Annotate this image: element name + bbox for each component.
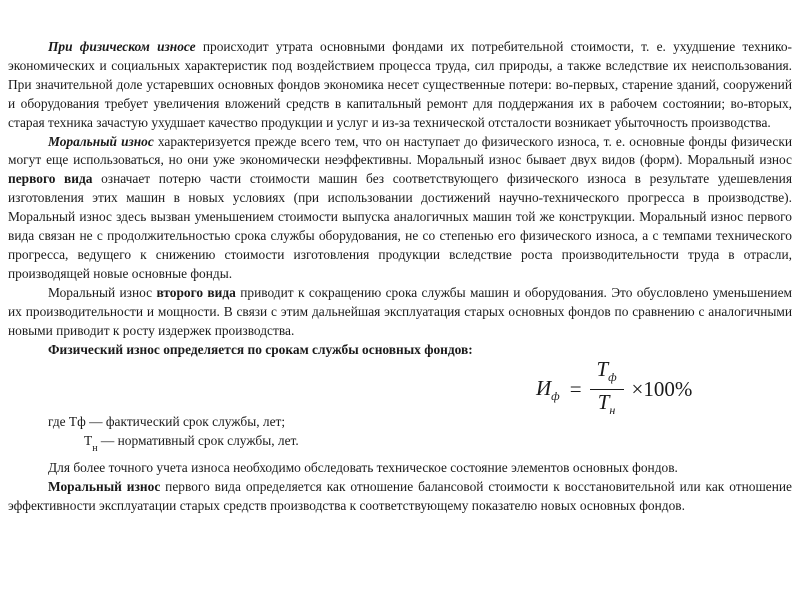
document-page — [8, 38, 792, 516]
formula-lhs: $И_ф$ — [536, 375, 560, 403]
paragraph-text: происходит утрата основными фондами их потребительной стоимости, т. е. ухудшение технико-экономических и социальных характеристик под воздействием процесса труда, сил природы, а также вследствие их неиспользования. При значительной доле устаревших основных фондов экономика несет существенные потери: во-первых, старение зданий, сооружений и оборудования требует увеличения вложений средств в капитальный ремонт для поддержания их в рабочем состоянии; во-вторых, старая техника зачастую ухудшает качество продукции и услуг и из-за технической отсталости возникает убыточность производства. — [8, 39, 793, 130]
paragraph-text: первого вида определяется как отношение балансовой стоимости к восстановительной или как отношение эффективности эксплуатации старых средств производства к соответствующему показателю новых основных фондов. — [8, 479, 792, 514]
formula-numerator: $T_ф$ — [596, 357, 617, 385]
paragraph-text: приводит к сокращению срока службы машин и оборудования. Это обусловлено уменьшением их производительности и мощности. В связи с этим дальнейшая эксплуатация старых основных фондов по сравнению с аналогичными новыми приводит к росту издержек производства. — [8, 284, 793, 338]
paragraph-second-kind — [8, 284, 792, 341]
wear-formula — [536, 357, 692, 422]
formula-multiplier: ×100% — [631, 377, 693, 402]
formula-denominator: $T_н$ — [597, 390, 616, 418]
legend-tf: где Тф — фактический срок службы, лет; — [48, 414, 286, 430]
formula-fraction — [590, 357, 624, 422]
paragraph-text: Моральный износ — [48, 284, 157, 300]
formula-area — [8, 357, 792, 418]
term-moral-wear: Моральный износ — [48, 133, 154, 149]
formula-intro: Физический износ определяется по срокам службы основных фондов: — [48, 341, 473, 357]
legend-tn: $Т_н$ — нормативный срок службы, лет. — [84, 433, 299, 455]
formula-equals: = — [569, 377, 582, 402]
paragraph-text: означает потерю части стоимости машин без соответствующего физического износа в результате удешевления изготовления этих машин в новых условиях (при использовании достижений научно-технического прогресса в производстве). Моральный износ здесь вызван уменьшением стоимости выпуска аналогичных машин той же конструкции. Моральный износ первого вида связан не с продолжительностью срока службы оборудования, не со степенью его физического износа, а с темпами технического прогресса, ведущего к снижению стоимости изготовления продукции вследствие роста производительности труда в отрасли, производящей новые основные фонды. — [8, 171, 792, 281]
term-second-kind: второго вида — [156, 284, 236, 300]
paragraph-moral-first-kind — [8, 478, 792, 516]
paragraph-physical-wear — [8, 38, 792, 133]
paragraph-moral-wear — [8, 133, 792, 284]
term-moral-wear-2: Моральный износ — [48, 479, 161, 495]
term-first-kind: первого вида — [8, 171, 93, 187]
paragraph-text: характеризуется прежде всего тем, что он наступает до физического износа, т. е. основные фонды физически могут еще использоваться, но они уже экономически неэффективны. Моральный износ бывает двух видов (форм). Моральный износ — [8, 133, 792, 168]
paragraph-inspection: Для более точного учета износа необходимо обследовать техническое состояние элементов основных фондов. — [48, 460, 678, 476]
term-physical-wear: При физическом износе — [48, 39, 196, 54]
